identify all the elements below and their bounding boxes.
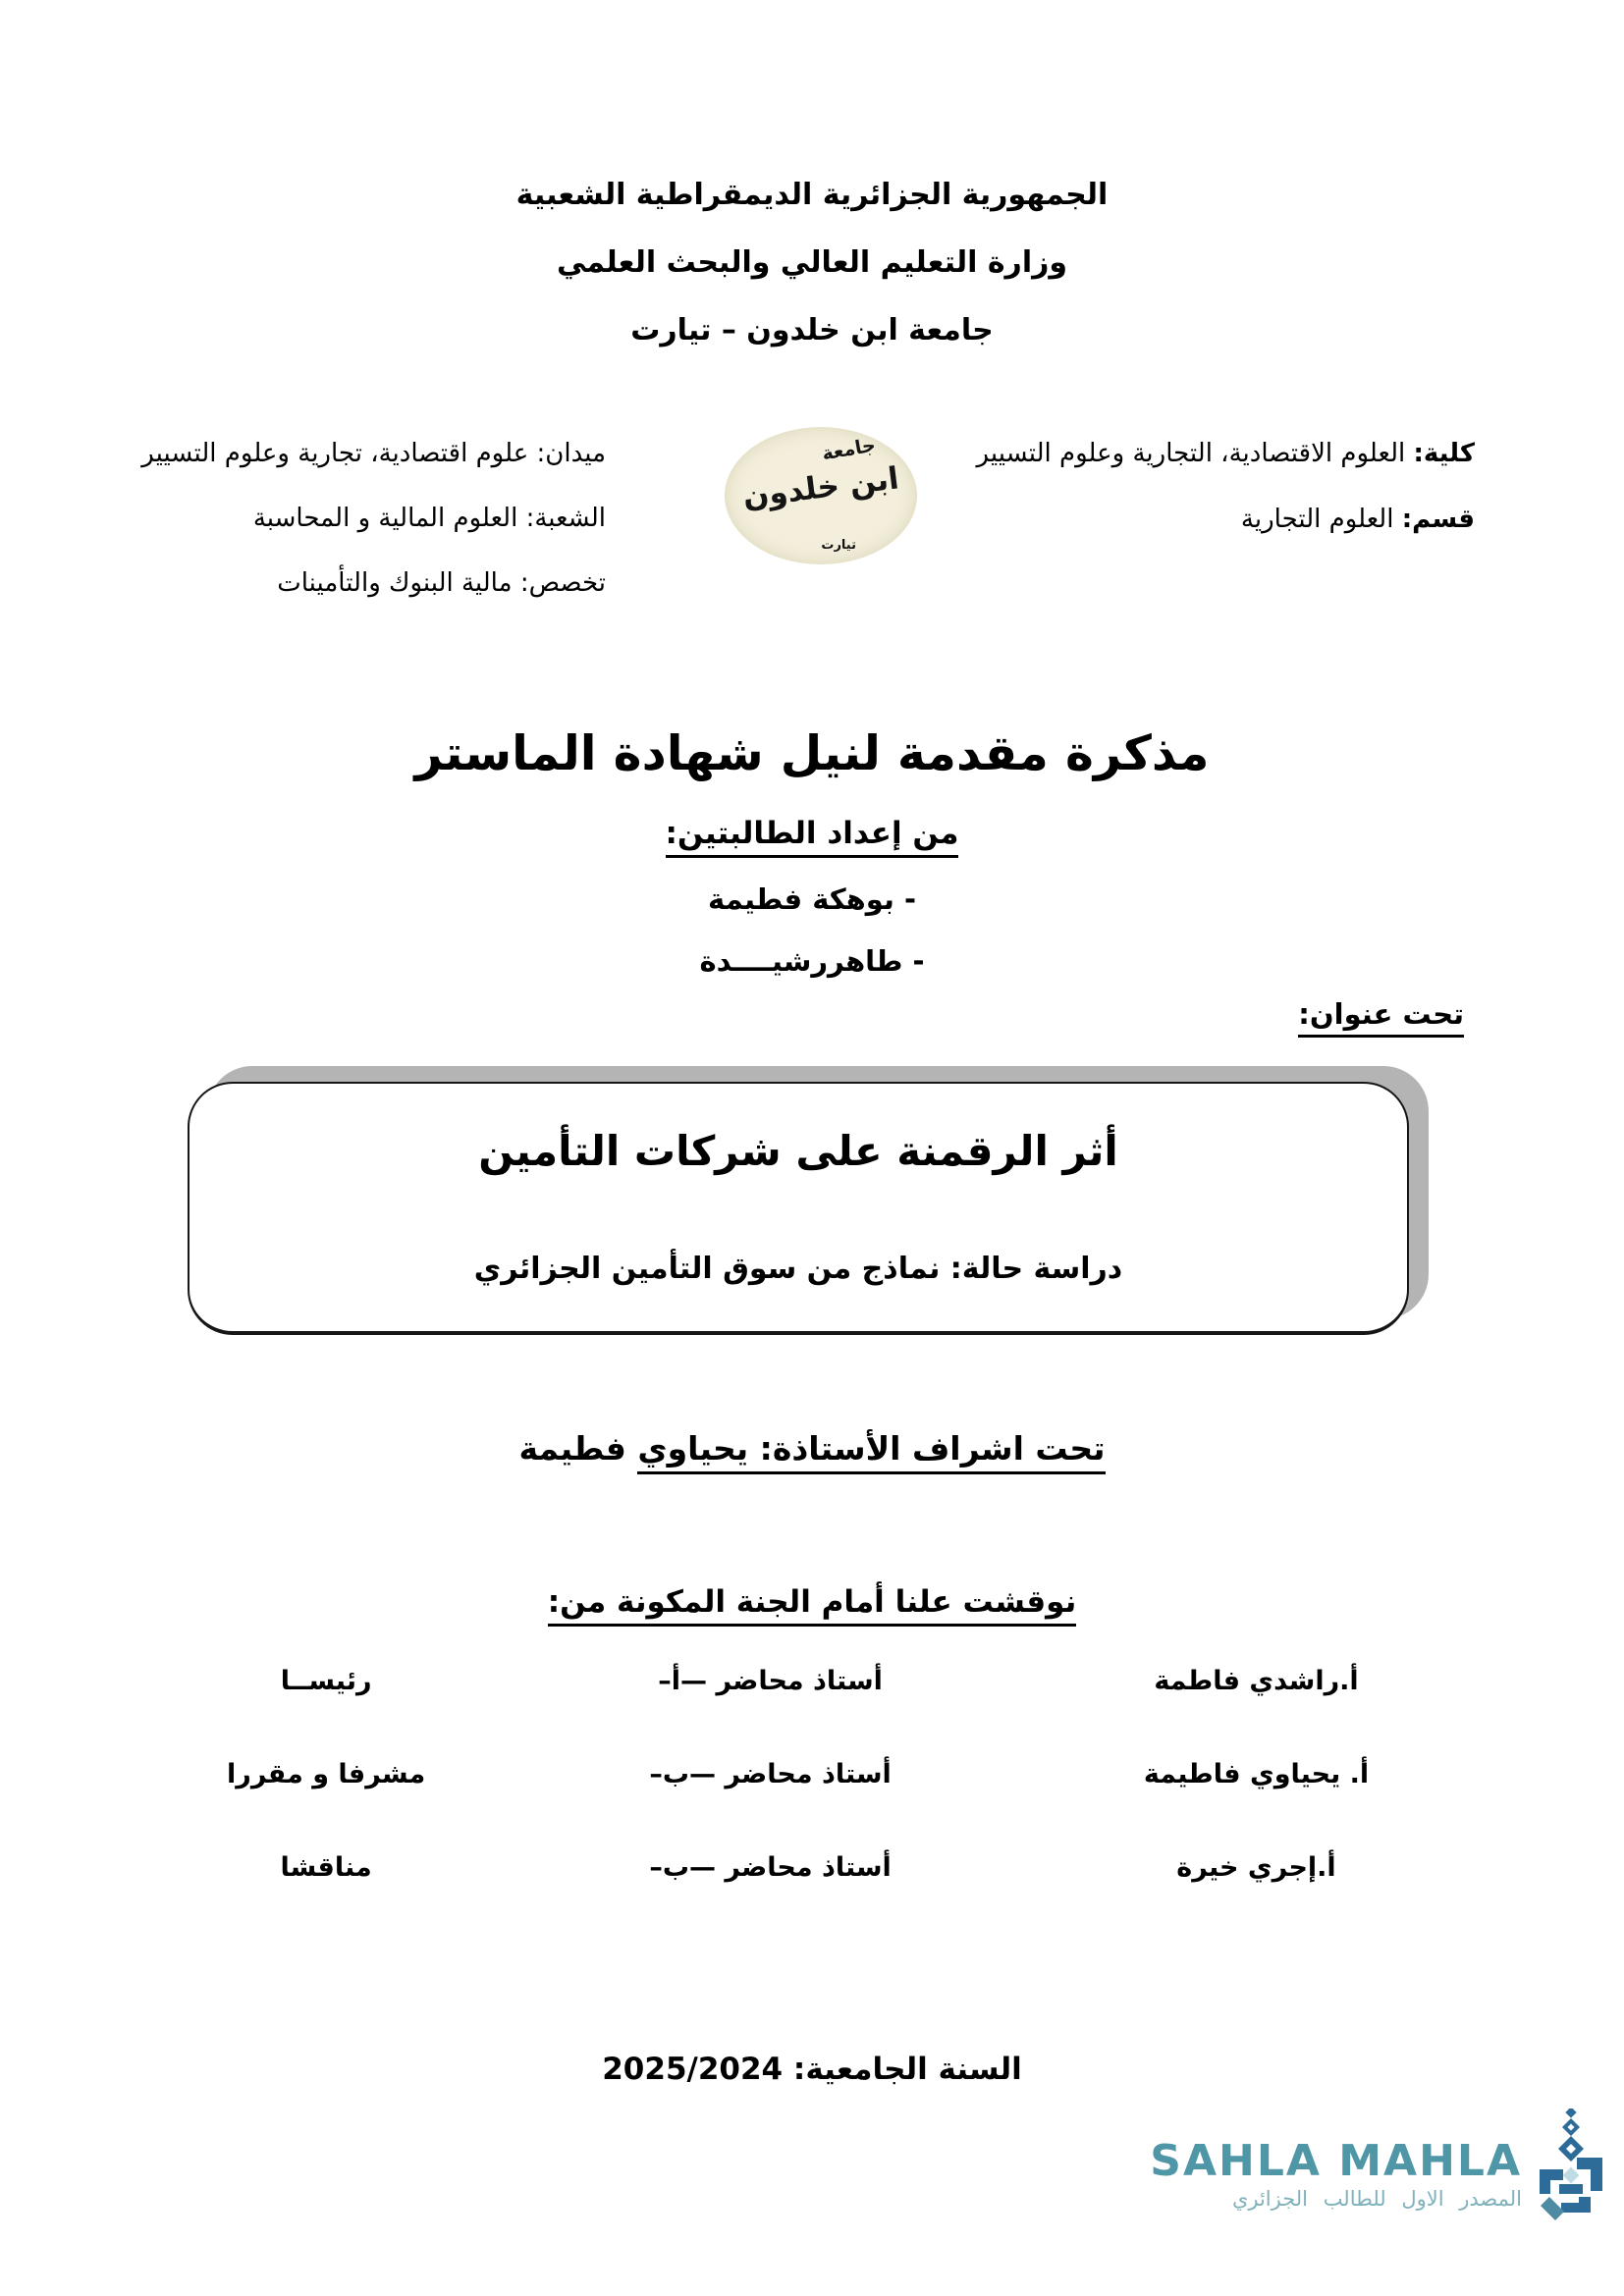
field-label: ميدان: [536,439,606,468]
committee-member-role: مناقشا [280,1852,372,1883]
sahla-mahla-brand-text: SAHLA MAHLA [1150,2136,1522,2186]
university-logo-word-top: جامعة [820,434,878,465]
field-line [141,434,606,473]
specialty-line [149,563,606,603]
department-line [977,500,1475,539]
under-title-label-text: تحت عنوان: [1298,997,1464,1038]
prepared-by-heading-text: من إعداد الطالبتين: [666,816,959,858]
branch-label: الشعبة: [525,504,606,533]
student-name-1: - بوهكة فطيمة [708,882,916,916]
prepared-by-heading [0,816,1624,851]
specialty-label: تخصص: [519,568,606,598]
supervisor-name-rest: فطيمة [518,1429,626,1468]
committee-member-name: أ.راشدي فاطمة [1154,1666,1359,1696]
faculty-value: العلوم الاقتصادية، التجارية وعلوم التسيير [976,439,1406,468]
thesis-title-box [188,1082,1409,1335]
faculty-line [977,434,1475,473]
committee-row [118,1848,1506,1888]
committee-table [118,1662,1506,1942]
committee-member-rank: أستاذ محاضر —ب– [649,1852,892,1883]
field-value: علوم اقتصادية، تجارية وعلوم التسيير [141,439,529,468]
university-line: جامعة ابن خلدون – تيارت [630,313,994,347]
committee-row [118,1662,1506,1701]
committee-member-role: مشرفا و مقررا [227,1759,426,1789]
faculty-column [977,434,1475,565]
committee-member-rank: أستاذ محاضر —ب– [649,1759,892,1789]
under-title-label [1298,997,1464,1031]
department-value: العلوم التجارية [1240,505,1394,534]
committee-heading [0,1584,1624,1620]
department-label: قسم: [1401,505,1475,534]
field-column [141,434,606,628]
republic-line: الجمهورية الجزائرية الديمقراطية الشعبية [515,178,1109,212]
committee-member-name: أ.إجري خيرة [1176,1852,1336,1883]
committee-row [118,1755,1506,1794]
committee-member-role: رئيســا [280,1666,372,1696]
sahla-mahla-emblem-icon [1526,2109,1616,2224]
faculty-label: كلية: [1413,439,1475,468]
academic-year: السنة الجامعية: 2025/2024 [602,2052,1022,2087]
branch-line [149,499,606,538]
university-logo [725,427,917,564]
thesis-subtitle: دراسة حالة: نماذج من سوق التأمين الجزائري [473,1252,1123,1286]
university-logo-word-middle: ابن خلدون [740,460,901,515]
ministry-line: وزارة التعليم العالي والبحث العلمي [556,245,1068,280]
government-header [0,173,1624,376]
sahla-mahla-tagline: المصدر الاول للطالب الجزائري [1231,2187,1522,2211]
committee-member-name: أ. يحياوي فاطيمة [1143,1759,1370,1789]
degree-title: مذكرة مقدمة لنيل شهادة الماستر [414,724,1210,781]
specialty-value: مالية البنوك والتأمينات [277,568,513,598]
sahla-mahla-logo [1049,2109,1618,2236]
committee-heading-text: نوقشت علنا أمام الجنة المكونة من: [548,1584,1077,1627]
university-logo-word-bottom: تيارت [821,538,856,553]
committee-member-rank: أستاذ محاضر —أ– [658,1666,883,1696]
supervisor-line [0,1429,1624,1468]
thesis-title: أثر الرقمنة على شركات التأمين [478,1127,1118,1175]
student-name-2: - طاهررشيــــدة [699,944,925,978]
branch-value: العلوم المالية و المحاسبة [252,504,518,533]
supervisor-underlined: تحت اشراف الأستاذة: يحياوي [637,1429,1105,1474]
